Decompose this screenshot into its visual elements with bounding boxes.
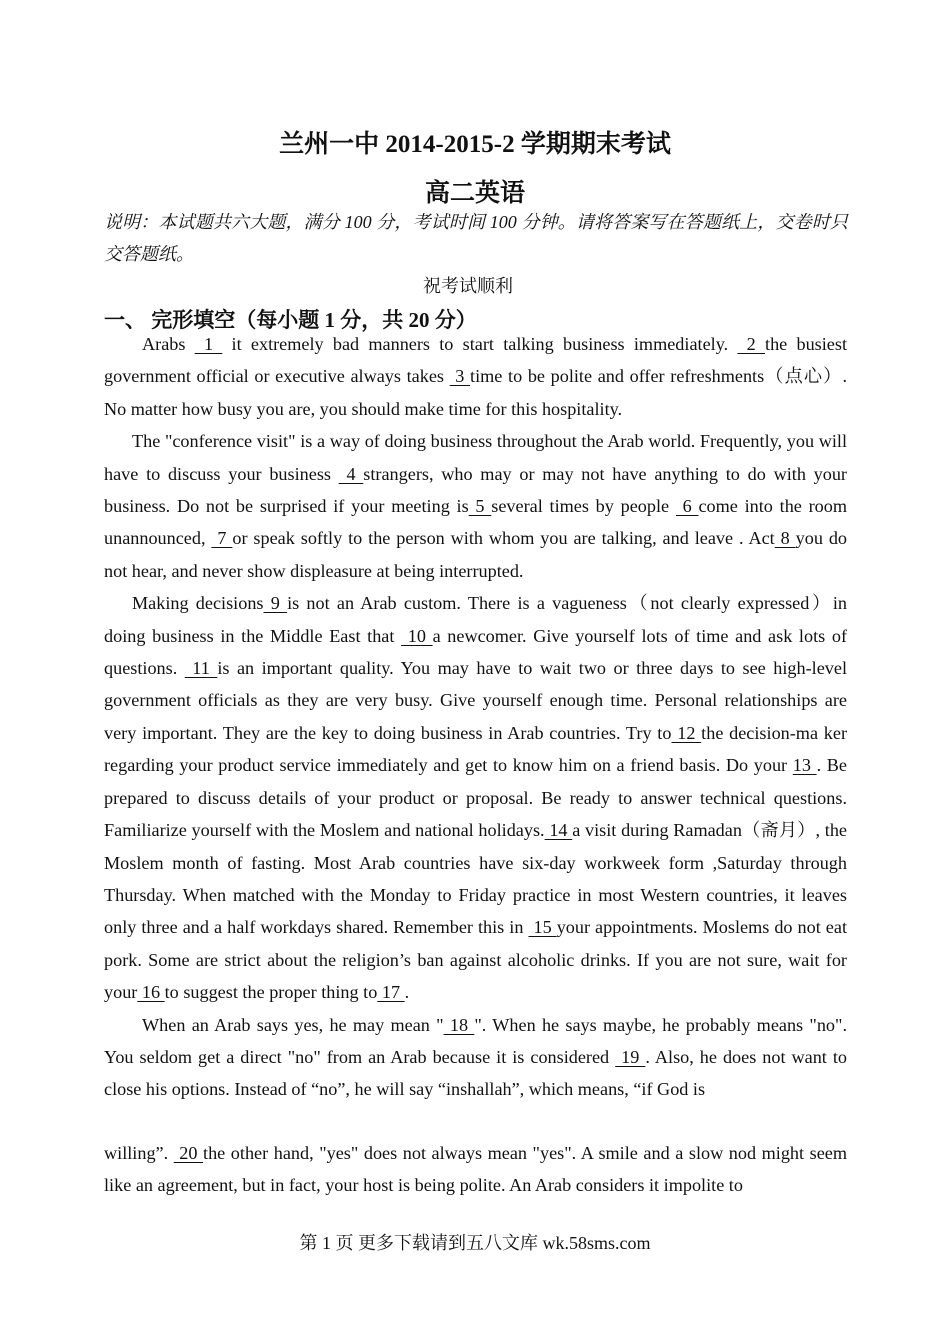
passage-part-1 (104, 328, 847, 1106)
passage-text: or speak softly to the person with whom you are talking, and leave . Act (232, 528, 775, 549)
cloze-blank: 8 (774, 528, 796, 549)
passage-text: you do not hear, and never show displeasure at being interrupted. (104, 528, 848, 581)
page-footer: 第 1 页 更多下载请到五八文库 wk.58sms.com (299, 1233, 651, 1253)
paragraph-1 (104, 328, 847, 425)
passage-text: When an Arab says yes, he may mean " (142, 1014, 444, 1035)
passage-text: a newcomer. Give yourself lots of time and ask lots of questions. (104, 625, 848, 679)
passage-text: is an important quality. You may have to wait two or three days to see high-level government officials as they are very busy. Give yourself enough time. Personal relationships are very important. They are the key to doing business in Arab countries. Try to (104, 658, 848, 743)
cloze-blank: 13 (792, 755, 817, 776)
passage-text: a visit during Ramadan（斋月）, the Moslem month of fasting. Most Arab countries have six-day workweek form ,Saturday through Thursday. When matched with the Monday to Friday practice in most Western countries, it leaves only three and a half workdays shared. Remember this in (104, 820, 848, 938)
passage-text: Arabs (142, 334, 195, 354)
cloze-blank: 7 (211, 528, 233, 549)
paragraph-4-start (104, 1009, 847, 1106)
cloze-blank: 1 (194, 334, 223, 354)
cloze-blank: 9 (263, 593, 288, 614)
passage-text: . Be prepared to discuss details of your product or proposal. Be ready to answer technical questions. Familiarize yourself with the Moslem and national holidays. (104, 755, 847, 841)
passage-text: your appointments. Moslems do not eat pork. Some are strict about the religion’s ban against alcoholic drinks. If you are not sure, wait for your (104, 917, 847, 1003)
cloze-blank: 6 (675, 496, 699, 517)
cloze-blank: 20 (173, 1143, 204, 1163)
cloze-blank: 16 (137, 982, 165, 1003)
cloze-blank: 14 (544, 820, 573, 841)
cloze-blank: 15 (528, 917, 557, 938)
passage-text: come into the room unannounced, (104, 496, 848, 549)
passage-text: Making decisions (132, 593, 264, 614)
passage-text: . (404, 982, 410, 1003)
passage-text: the decision-ma ker regarding your product service immediately and get to know him on a friend basis. Do your (104, 722, 848, 776)
paragraph-3 (104, 587, 847, 1008)
passage-text: several times by people (491, 496, 676, 517)
passage-text: willing”. (104, 1143, 174, 1163)
cloze-blank: 17 (377, 982, 405, 1003)
section-heading: 一、 完形填空（每小题 1 分，共 20 分） (104, 308, 477, 332)
passage-text: time to be polite and offer refreshments（点心）. No matter how busy you are, you should make time for this hospitality. (104, 366, 847, 419)
passage-text: the busiest government official or executive always takes (104, 334, 848, 387)
passage-text: strangers, who may or may not have anything to do with your business. Do not be surprised if your meeting is (104, 463, 847, 517)
passage-text: is not an Arab custom. There is a vagueness（not clearly expressed）in doing business in the Middle East that (104, 593, 848, 646)
passage-text: to suggest the proper thing to (164, 982, 378, 1003)
paragraph-2 (104, 425, 847, 587)
exam-title: 兰州一中 2014-2015-2 学期期末考试 (279, 131, 671, 158)
exam-subject: 高二英语 (424, 180, 525, 207)
instructions-note: 说明：本试题共六大题，满分 100 分，考试时间 100 分钟。请将答案写在答题纸上，交卷时只交答题纸。 (104, 212, 848, 264)
good-luck-line: 祝考试顺利 (423, 276, 513, 296)
cloze-blank: 11 (184, 658, 218, 679)
passage-text: ". When he says maybe, he probably means "no". You seldom get a direct "no" from an Arab because it is considered (104, 1014, 847, 1067)
passage-part-2 (104, 1137, 847, 1202)
passage-text: . Also, he does not want to close his options. Instead of “no”, he will say “inshallah”, which means, “if God is (104, 1046, 848, 1100)
cloze-blank: 3 (449, 366, 471, 387)
passage-text: The "conference visit" is a way of doing business throughout the Arab world. Frequently, you will have to discuss your business (104, 431, 847, 484)
paragraph-4-continued (104, 1137, 847, 1202)
cloze-blank: 18 (443, 1014, 475, 1035)
cloze-blank: 19 (615, 1046, 646, 1067)
cloze-blank: 2 (737, 334, 766, 354)
passage-text: the other hand, "yes" does not always mean "yes". A smile and a slow nod might seem like an agreement, but in fact, your host is being polite. An Arab considers it impolite to (104, 1143, 847, 1196)
cloze-blank: 12 (671, 722, 702, 743)
cloze-blank: 10 (401, 625, 433, 646)
cloze-blank: 4 (338, 463, 364, 484)
cloze-blank: 5 (468, 496, 492, 517)
passage-text: it extremely bad manners to start talking business immediately. (222, 334, 738, 354)
